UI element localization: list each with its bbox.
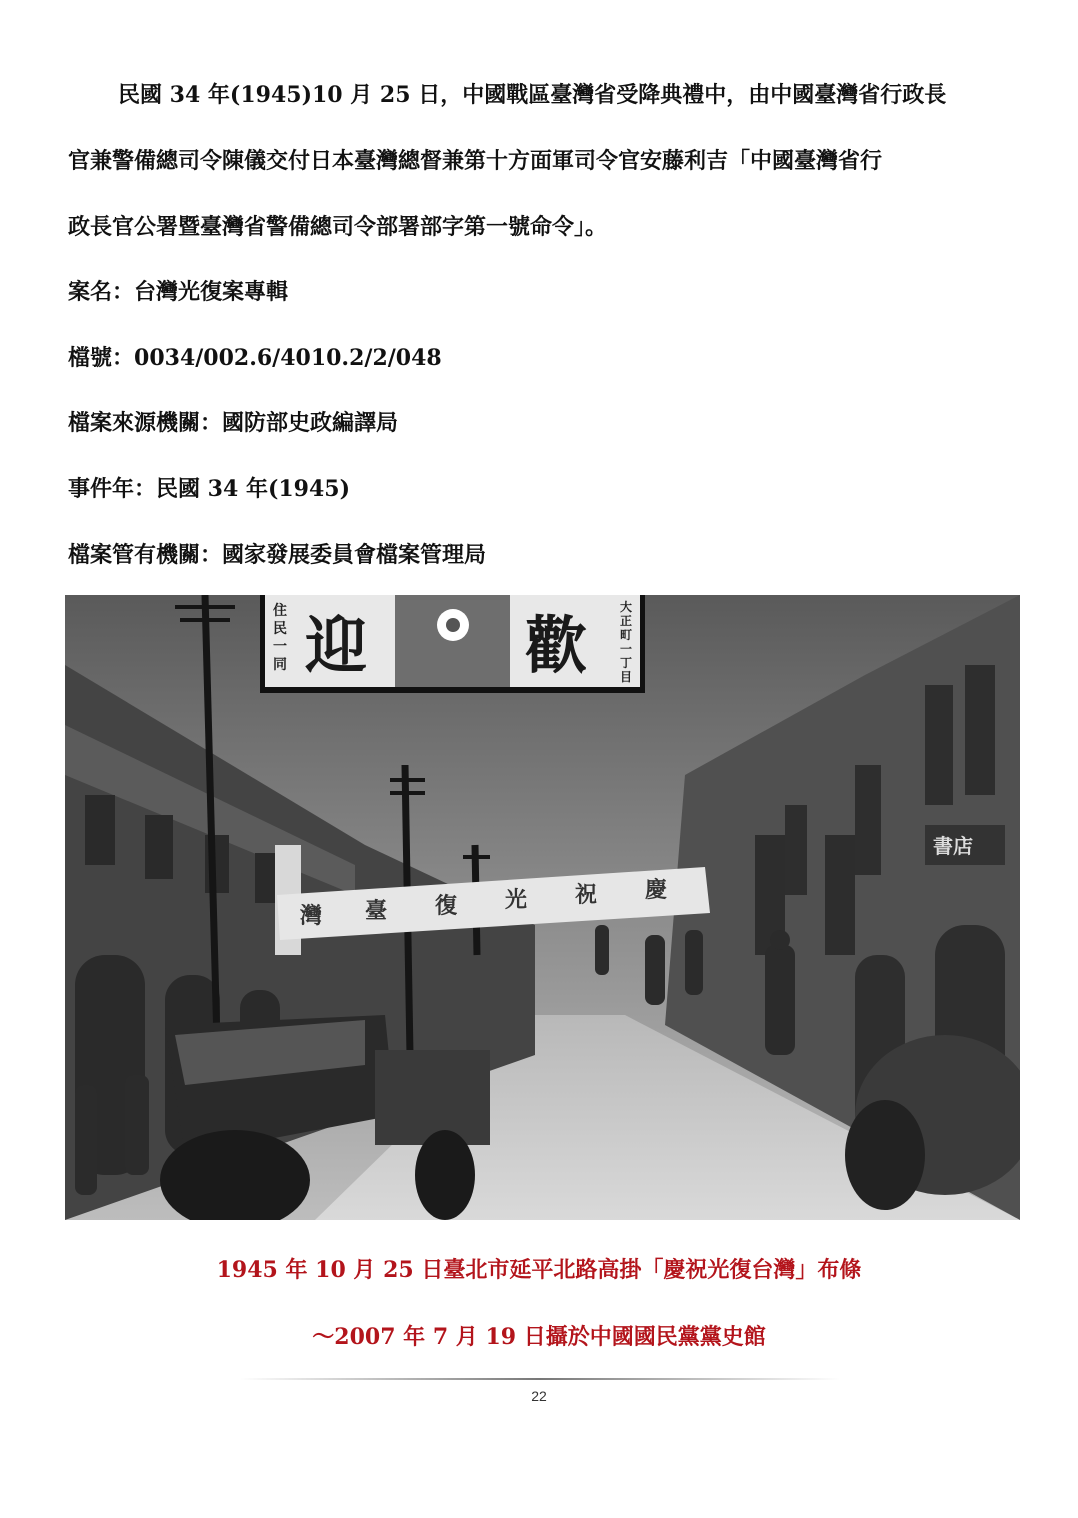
shop-sign (825, 835, 855, 955)
paragraph-line: 民國 34 年(1945)10 月 25 日，中國戰區臺灣省受降典禮中，由中國臺灣省行政長 (118, 82, 947, 108)
meta-label: 檔案管有機關： (68, 542, 223, 568)
street-banner-char: 祝 (575, 882, 598, 908)
banner-small-char: 同 (273, 657, 287, 673)
flag-panel (395, 595, 510, 687)
street-banner-char: 慶 (645, 877, 668, 903)
meta-file-number (68, 341, 442, 372)
street-banner-char: 臺 (365, 898, 388, 924)
banner-big-char: 迎 (305, 609, 368, 682)
banner-big-char: 歡 (525, 609, 588, 682)
banner-small-char: 目 (620, 670, 633, 684)
historical-street-photo (65, 595, 1020, 1220)
meta-value: 0034/002.6/4010.2/2/048 (134, 345, 442, 371)
banner-small-char: 大 (620, 600, 633, 614)
photo-illustration (65, 595, 1020, 1220)
street-banner-char: 復 (435, 893, 458, 919)
meta-value: 民國 34 年(1945) (156, 476, 350, 502)
meta-case-name (68, 275, 288, 306)
footer-divider (240, 1378, 840, 1380)
paragraph-line: 官兼警備總司令陳儀交付日本臺灣總督兼第十方面軍司令官安藤利吉「中國臺灣省行 (68, 148, 883, 174)
banner-small-char: 丁 (620, 656, 633, 670)
welcome-banner (260, 595, 645, 693)
meta-label: 檔案來源機關： (68, 410, 223, 436)
photo-caption-line: ～2007 年 7 月 19 日攝於中國國民黨黨史館 (312, 1324, 766, 1350)
meta-label: 案名： (68, 279, 135, 305)
banner-small-char: 正 (620, 614, 633, 628)
meta-source-agency (68, 406, 398, 437)
meta-custodian-agency (68, 538, 486, 569)
street-banner-char: 光 (505, 887, 528, 913)
meta-event-year (68, 472, 350, 503)
meta-label: 事件年： (68, 476, 157, 502)
banner-small-char: 一 (273, 639, 287, 655)
meta-value: 國防部史政編譯局 (222, 410, 399, 436)
banner-small-char: 一 (620, 642, 633, 656)
banner-small-char: 町 (620, 628, 633, 642)
page-number: 22 (531, 1388, 547, 1404)
photo-caption-line: 1945 年 10 月 25 日臺北市延平北路高掛「慶祝光復台灣」布條 (216, 1257, 862, 1283)
banner-small-char: 民 (273, 621, 287, 637)
meta-value: 國家發展委員會檔案管理局 (222, 542, 487, 568)
meta-value: 台灣光復案專輯 (134, 279, 289, 305)
street-banner-char: 灣 (300, 903, 323, 929)
paragraph-line: 政長官公署暨臺灣省警備總司令部署部字第一號命令」。 (68, 214, 608, 240)
intro-paragraph (68, 62, 1018, 260)
shop-sign-text: 書店 (933, 834, 973, 858)
meta-label: 檔號： (68, 345, 135, 371)
banner-small-char: 住 (273, 603, 287, 619)
